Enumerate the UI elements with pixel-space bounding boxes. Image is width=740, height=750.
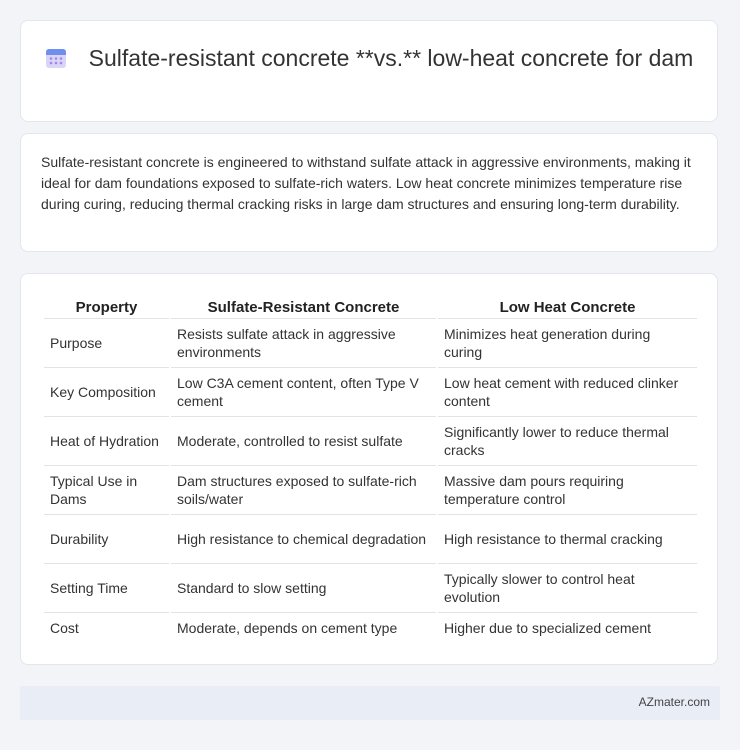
footer-bar: [20, 686, 720, 720]
page-title: [21, 43, 717, 73]
column-header-sulfate-resistant: Sulfate-Resistant Concrete: [171, 296, 436, 319]
description-text: Sulfate-resistant concrete is engineered to withstand sulfate attack in aggressive environments, making it ideal for dam foundations exposed to sulfate-rich waters. Low heat concrete minimizes temperature rise during curing, reducing thermal cracking risks in large dam structures and ensuring long-term durability.: [41, 154, 691, 212]
low-heat-cell: High resistance to thermal cracking: [438, 515, 697, 564]
low-heat-cell: Typically slower to control heat evolution: [438, 564, 697, 613]
sulfate-resistant-cell: Dam structures exposed to sulfate-rich soils/water: [171, 466, 436, 515]
footer-brand: AZmater.com: [638, 695, 710, 709]
sulfate-resistant-cell: Moderate, controlled to resist sulfate: [171, 417, 436, 466]
property-cell: Purpose: [44, 319, 169, 368]
comparison-table-card: [20, 273, 718, 665]
property-cell: Durability: [44, 515, 169, 564]
sulfate-resistant-cell: Low C3A cement content, often Type V cement: [171, 368, 436, 417]
description-card: [20, 133, 718, 252]
calendar-icon: [45, 47, 67, 69]
table-row: [44, 368, 697, 417]
low-heat-cell: Minimizes heat generation during curing: [438, 319, 697, 368]
table-row: [44, 613, 697, 643]
sulfate-resistant-cell: Resists sulfate attack in aggressive environments: [171, 319, 436, 368]
sulfate-resistant-cell: Moderate, depends on cement type: [177, 620, 398, 636]
property-cell: Heat of Hydration: [44, 417, 169, 466]
column-header-low-heat: Low Heat Concrete: [438, 296, 697, 319]
table-header-row: [44, 296, 697, 319]
property-cell: Setting Time: [44, 564, 169, 613]
sulfate-resistant-cell: Standard to slow setting: [171, 564, 436, 613]
page-title-text: Sulfate-resistant concrete **vs.** low-heat concrete for dam: [88, 45, 694, 71]
comparison-table: [42, 296, 699, 643]
table-row: [44, 564, 697, 613]
low-heat-cell: Low heat cement with reduced clinker content: [438, 368, 697, 417]
low-heat-cell: Significantly lower to reduce thermal cracks: [438, 417, 697, 466]
low-heat-cell: Higher due to specialized cement: [444, 620, 652, 636]
table-row: [44, 319, 697, 368]
title-card: [20, 20, 718, 122]
table-row: [44, 466, 697, 515]
table-row: [44, 417, 697, 466]
table-row: [44, 515, 697, 564]
property-cell: Cost: [50, 620, 79, 636]
column-header-property: Property: [44, 296, 169, 319]
low-heat-cell: Massive dam pours requiring temperature control: [438, 466, 697, 515]
property-cell: Typical Use in Dams: [44, 466, 169, 515]
property-cell: Key Composition: [44, 368, 169, 417]
sulfate-resistant-cell: High resistance to chemical degradation: [171, 515, 436, 564]
